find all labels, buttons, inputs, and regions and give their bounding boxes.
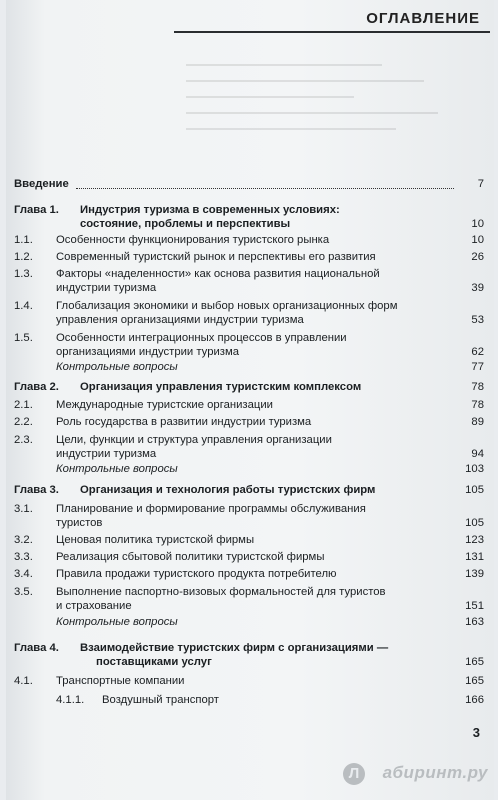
watermark: абиринт.ру <box>382 763 488 782</box>
page-number: 3 <box>472 725 480 740</box>
page-title: ОГЛАВЛЕНИЕ <box>366 10 480 27</box>
show-through-lines <box>186 50 466 170</box>
watermark-logo-icon: Л <box>343 763 365 785</box>
book-page: ОГЛАВЛЕНИЕ Введение 7 Глава 1. Индустрия туризма в современных условиях: состояние, проблемы и перспективы 10 1.1. Особенности функционирования туристского рынка 10 1.2. Современный туристский рынок и перспективы его развития 26 1.3. Факторы «наделенности» как основа развития национальной индустрии туризма 39 1.4. Глобализация экономики и выбор новых организационных форм управления организациями индустрии туризма 53 1.5. Особенности интеграционных процессов в управлении организациями индустрии туризма 62 Контрольные вопросы 77 Глава 2. Организация управления туристским комплексом 78 2.1. Международные туристские организации 78 2.2. Роль государства в развитии индустрии туризма 89 2.3. Цели, функции и структура управления организации индустрии туризма 94 Контрольные вопросы 103 Глава 3. Организация и технология работы туристских фирм 105 3.1. Планирование и формирование программы обслуживания туристов 105 3.2. Ценовая политика туристской фирмы 123 3.3. Реализация сбытовой политики туристской фирмы 131 3.4. Правила продажи туристского продукта потребителю 139 3.5. Выполнение паспортно-визовых формальностей для туристов и страхование 151 Контрольные вопросы 163 Глава 4. Взаимодействие туристских фирм с организациями — поставщиками услуг 165 4.1. Транспортные компании 165 4.1.1. Воздушный транспорт 166 3 <box>6 0 494 800</box>
header-rule <box>174 31 490 33</box>
